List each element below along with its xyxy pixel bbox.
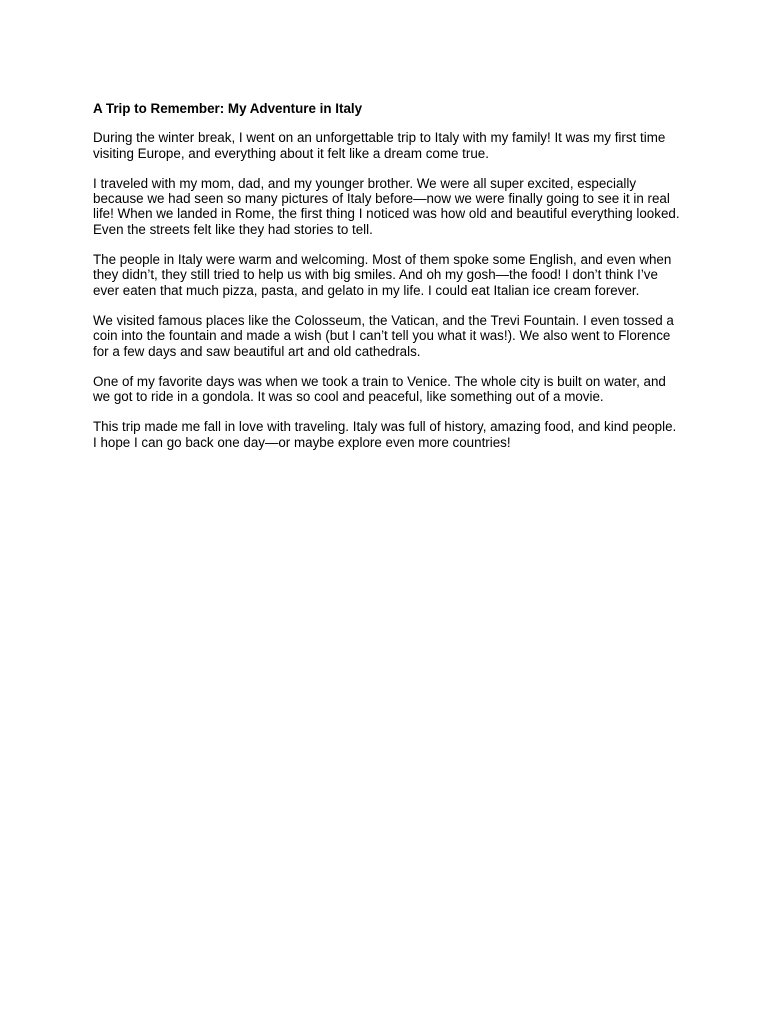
paragraph-venice: One of my favorite days was when we took a train to Venice. The whole city is built on water, and we got to ride in a gondola. It was so cool and peaceful, like something out of a movie.	[93, 373, 666, 405]
paragraph-conclusion: This trip made me fall in love with traveling. Italy was full of history, amazing food, and kind people. I hope I can go back one day—or maybe explore even more countries!	[93, 419, 677, 450]
document-title: A Trip to Remember: My Adventure in Italy	[93, 101, 363, 116]
paragraph-family: I traveled with my mom, dad, and my younger brother. We were all super excited, especially because we had seen so many pictures of Italy before—now we were finally going to see it in real life! When we landed in Rome, the first thing I noticed was how old and beautiful everything looked. Even the streets felt like they had stories to tell.	[93, 175, 680, 237]
paragraph-intro: During the winter break, I went on an unforgettable trip to Italy with my family! It was my first time visiting Europe, and everything about it felt like a dream come true.	[93, 130, 666, 161]
paragraph-places: We visited famous places like the Colosseum, the Vatican, and the Trevi Fountain. I even tossed a coin into the fountain and made a wish (but I can’t tell you what it was!). We also went to Florence for a few days and saw beautiful art and old cathedrals.	[93, 312, 674, 359]
paragraph-people-food: The people in Italy were warm and welcoming. Most of them spoke some English, and even when they didn’t, they still tried to help us with big smiles. And oh my gosh—the food! I don’t think I’ve ever eaten that much pizza, pasta, and gelato in my life. I could eat Italian ice cream forever.	[93, 252, 672, 298]
document-body	[93, 101, 683, 450]
